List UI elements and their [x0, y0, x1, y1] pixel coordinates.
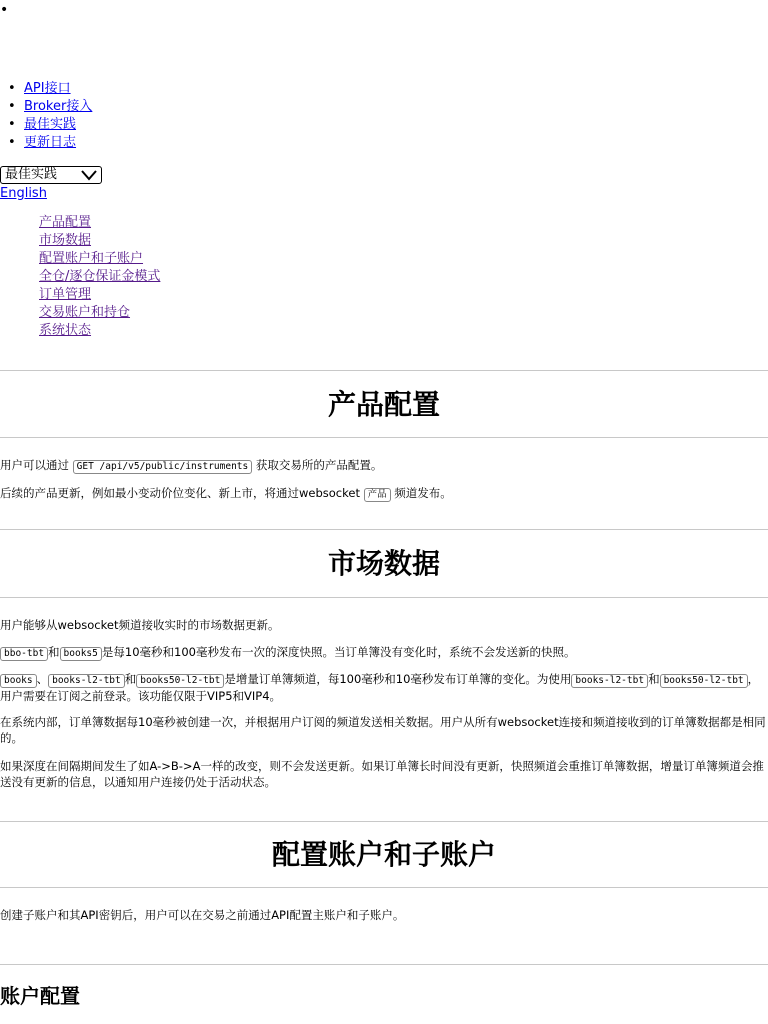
toc-link-order[interactable]: 订单管理 — [39, 287, 92, 302]
section-select-value: 最佳实践 — [5, 167, 58, 182]
nav-link-broker[interactable]: Broker接入 — [24, 99, 93, 114]
code-snippet: books-l2-tbt — [48, 674, 125, 688]
section-title-market: 市场数据 — [327, 547, 440, 580]
divider — [0, 821, 768, 822]
divider — [0, 370, 768, 371]
nav-link-changelog[interactable]: 更新日志 — [24, 135, 77, 150]
market-paragraph-4: 在系统内部，订单簿数据每10毫秒被创建一次，并根据用户订阅的频道发送相关数据。用户从所有websocket连接和频道接收到的订单簿数据都是相同的。 — [0, 715, 766, 745]
market-paragraph-2 — [0, 644, 768, 661]
toc-item-account — [39, 250, 160, 268]
code-snippet: GET /api/v5/public/instruments — [73, 460, 253, 474]
section-title-account: 配置账户和子账户 — [271, 838, 496, 871]
market-paragraph-3 — [0, 671, 768, 704]
product-paragraph-1 — [0, 457, 768, 474]
nav-item-best-practice — [24, 116, 92, 134]
code-snippet: books50-l2-tbt — [136, 674, 224, 688]
divider — [0, 597, 768, 598]
top-nav — [24, 80, 92, 152]
text: 和 — [648, 672, 660, 686]
code-snippet: bbo-tbt — [0, 647, 48, 661]
market-paragraph-5: 如果深度在间隔期间发生了如A->B->A一样的改变，则不会发送更新。如果订单簿长时间没有更新，快照频道会重推订单簿数据，增量订单簿频道会推送没有更新的信息，以通知用户连接仍处于活动状态。 — [0, 759, 764, 789]
toc-link-margin-mode[interactable]: 全仓/逐仓保证金模式 — [39, 269, 161, 284]
toc-link-account[interactable]: 配置账户和子账户 — [39, 251, 144, 266]
product-paragraph-2 — [0, 485, 768, 502]
toc-item-margin-mode — [39, 268, 160, 286]
nav-item-api — [24, 80, 92, 98]
toc-item-product — [39, 214, 160, 232]
code-snippet: books5 — [60, 647, 102, 661]
toc-link-product[interactable]: 产品配置 — [39, 215, 92, 230]
toc-link-market[interactable]: 市场数据 — [39, 233, 92, 248]
text: 用户可以通过 — [0, 458, 69, 472]
code-snippet: books — [0, 674, 37, 688]
toc-item-order — [39, 286, 160, 304]
section-title-product: 产品配置 — [327, 388, 440, 421]
toc-link-positions[interactable]: 交易账户和持仓 — [39, 305, 131, 320]
top-bullet — [0, 2, 8, 18]
text: 、 — [36, 672, 49, 686]
text: ，用户需要在订阅之前登录。该功能仅限于VIP5和VIP4。 — [0, 672, 760, 703]
sidebar-toc — [39, 214, 160, 340]
toc-item-positions — [39, 304, 160, 322]
toc-item-market — [39, 232, 160, 250]
code-snippet: books50-l2-tbt — [660, 674, 748, 688]
text: 和 — [124, 672, 137, 686]
subsection-title-account-config: 账户配置 — [0, 984, 80, 1008]
text: 后续的产品更新，例如最小变动价位变化、新上市，将通过websocket — [0, 486, 360, 500]
text: 频道发布。 — [394, 486, 452, 500]
toc-item-status — [39, 322, 160, 340]
divider — [0, 529, 768, 530]
toc-link-status[interactable]: 系统状态 — [39, 323, 92, 338]
chevron-down-icon — [81, 169, 97, 181]
nav-link-api[interactable]: API接口 — [24, 81, 71, 96]
market-paragraph-1: 用户能够从websocket频道接收实时的市场数据更新。 — [0, 618, 280, 632]
nav-item-changelog — [24, 134, 92, 152]
divider — [0, 964, 768, 965]
text: 是每10毫秒和100毫秒发布一次的深度快照。当订单簿没有变化时，系统不会发送新的快照。 — [101, 645, 576, 659]
text: 获取交易所的产品配置。 — [255, 458, 383, 472]
section-select[interactable] — [0, 166, 102, 184]
text: 是增量订单簿频道，每100毫秒和10毫秒发布订单簿的变化。为使用 — [224, 672, 572, 686]
code-snippet: books-l2-tbt — [571, 674, 648, 688]
divider — [0, 437, 768, 438]
code-snippet: 产品 — [364, 488, 391, 502]
text: 和 — [48, 645, 60, 659]
nav-item-broker — [24, 98, 92, 116]
language-link[interactable]: English — [0, 186, 47, 201]
divider — [0, 887, 768, 888]
account-paragraph-1: 创建子账户和其API密钥后，用户可以在交易之前通过API配置主账户和子账户。 — [0, 908, 405, 922]
nav-link-best-practice[interactable]: 最佳实践 — [24, 117, 77, 132]
